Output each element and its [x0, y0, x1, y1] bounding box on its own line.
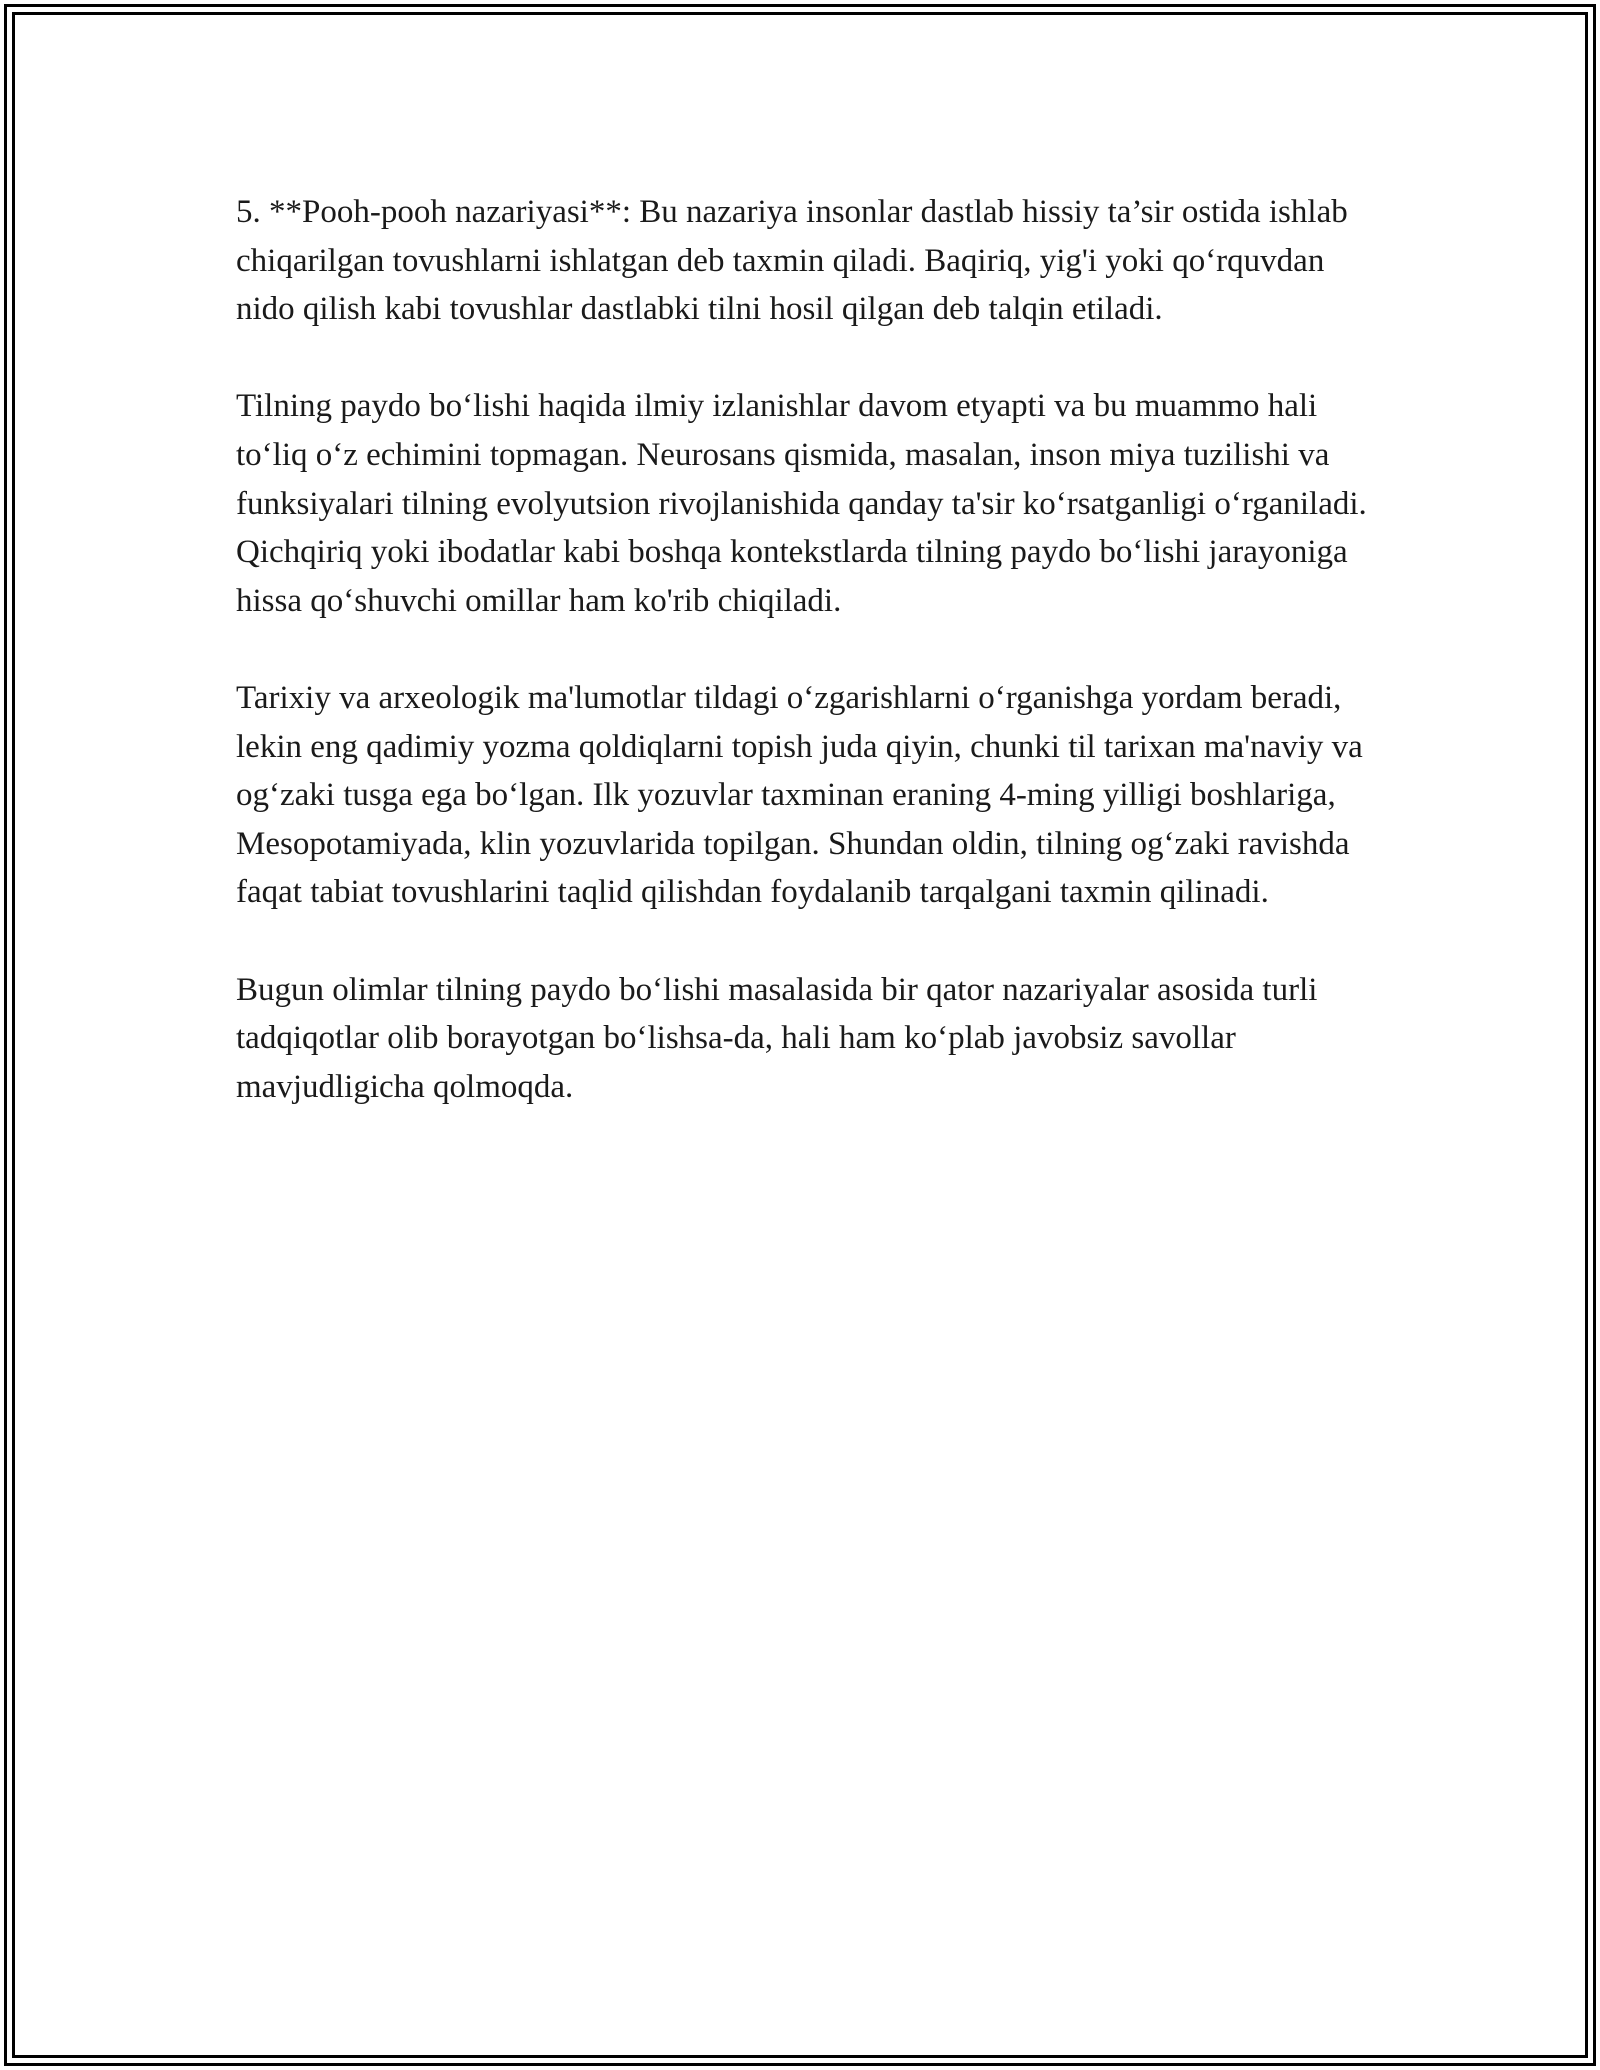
document-body [236, 188, 1376, 1160]
paragraph-conclusion: Bugun olimlar tilning paydo bo‘lishi masalasida bir qator nazariyalar asosida turli tadqiqotlar olib borayotgan bo‘lishsa-da, hali ham ko‘plab javobsiz savollar mavjudligicha qolmoqda. [236, 971, 1318, 1105]
paragraph-historical-data: Tarixiy va arxeologik ma'lumotlar tildagi o‘zgarishlarni o‘rganishga yordam beradi, lekin eng qadimiy yozma qoldiqlarni topish juda qiyin, chunki til tarixan ma'naviy va og‘zaki tusga ega bo‘lgan. Ilk yozuvlar taxminan eraning 4-ming yilligi boshlariga, Mesopotamiyada, klin yozuvlarida topilgan. Shundan oldin, tilning og‘zaki ravishda faqat tabiat tovushlarini taqlid qilishdan foydalanib tarqalgani taxmin qilinadi. [236, 679, 1363, 911]
paragraph-pooh-pooh-theory: 5. **Pooh-pooh nazariyasi**: Bu nazariya insonlar dastlab hissiy ta’sir ostida ishlab chiqarilgan tovushlarni ishlatgan deb taxmin qiladi. Baqiriq, yig'i yoki qo‘rquvdan nido qilish kabi tovushlar dastlabki tilni hosil qilgan deb talqin etiladi. [236, 194, 1348, 328]
paragraph-research-ongoing: Tilning paydo bo‘lishi haqida ilmiy izlanishlar davom etyapti va bu muammo hali to‘liq o‘z echimini topmagan. Neurosans qismida, masalan, inson miya tuzilishi va funksiyalari tilning evolyutsion rivojlanishida qanday ta'sir ko‘rsatganligi o‘rganiladi. Qichqiriq yoki ibodatlar kabi boshqa kontekstlarda tilning paydo bo‘lishi jarayoniga hissa qo‘shuvchi omillar ham ko'rib chiqiladi. [236, 388, 1367, 619]
